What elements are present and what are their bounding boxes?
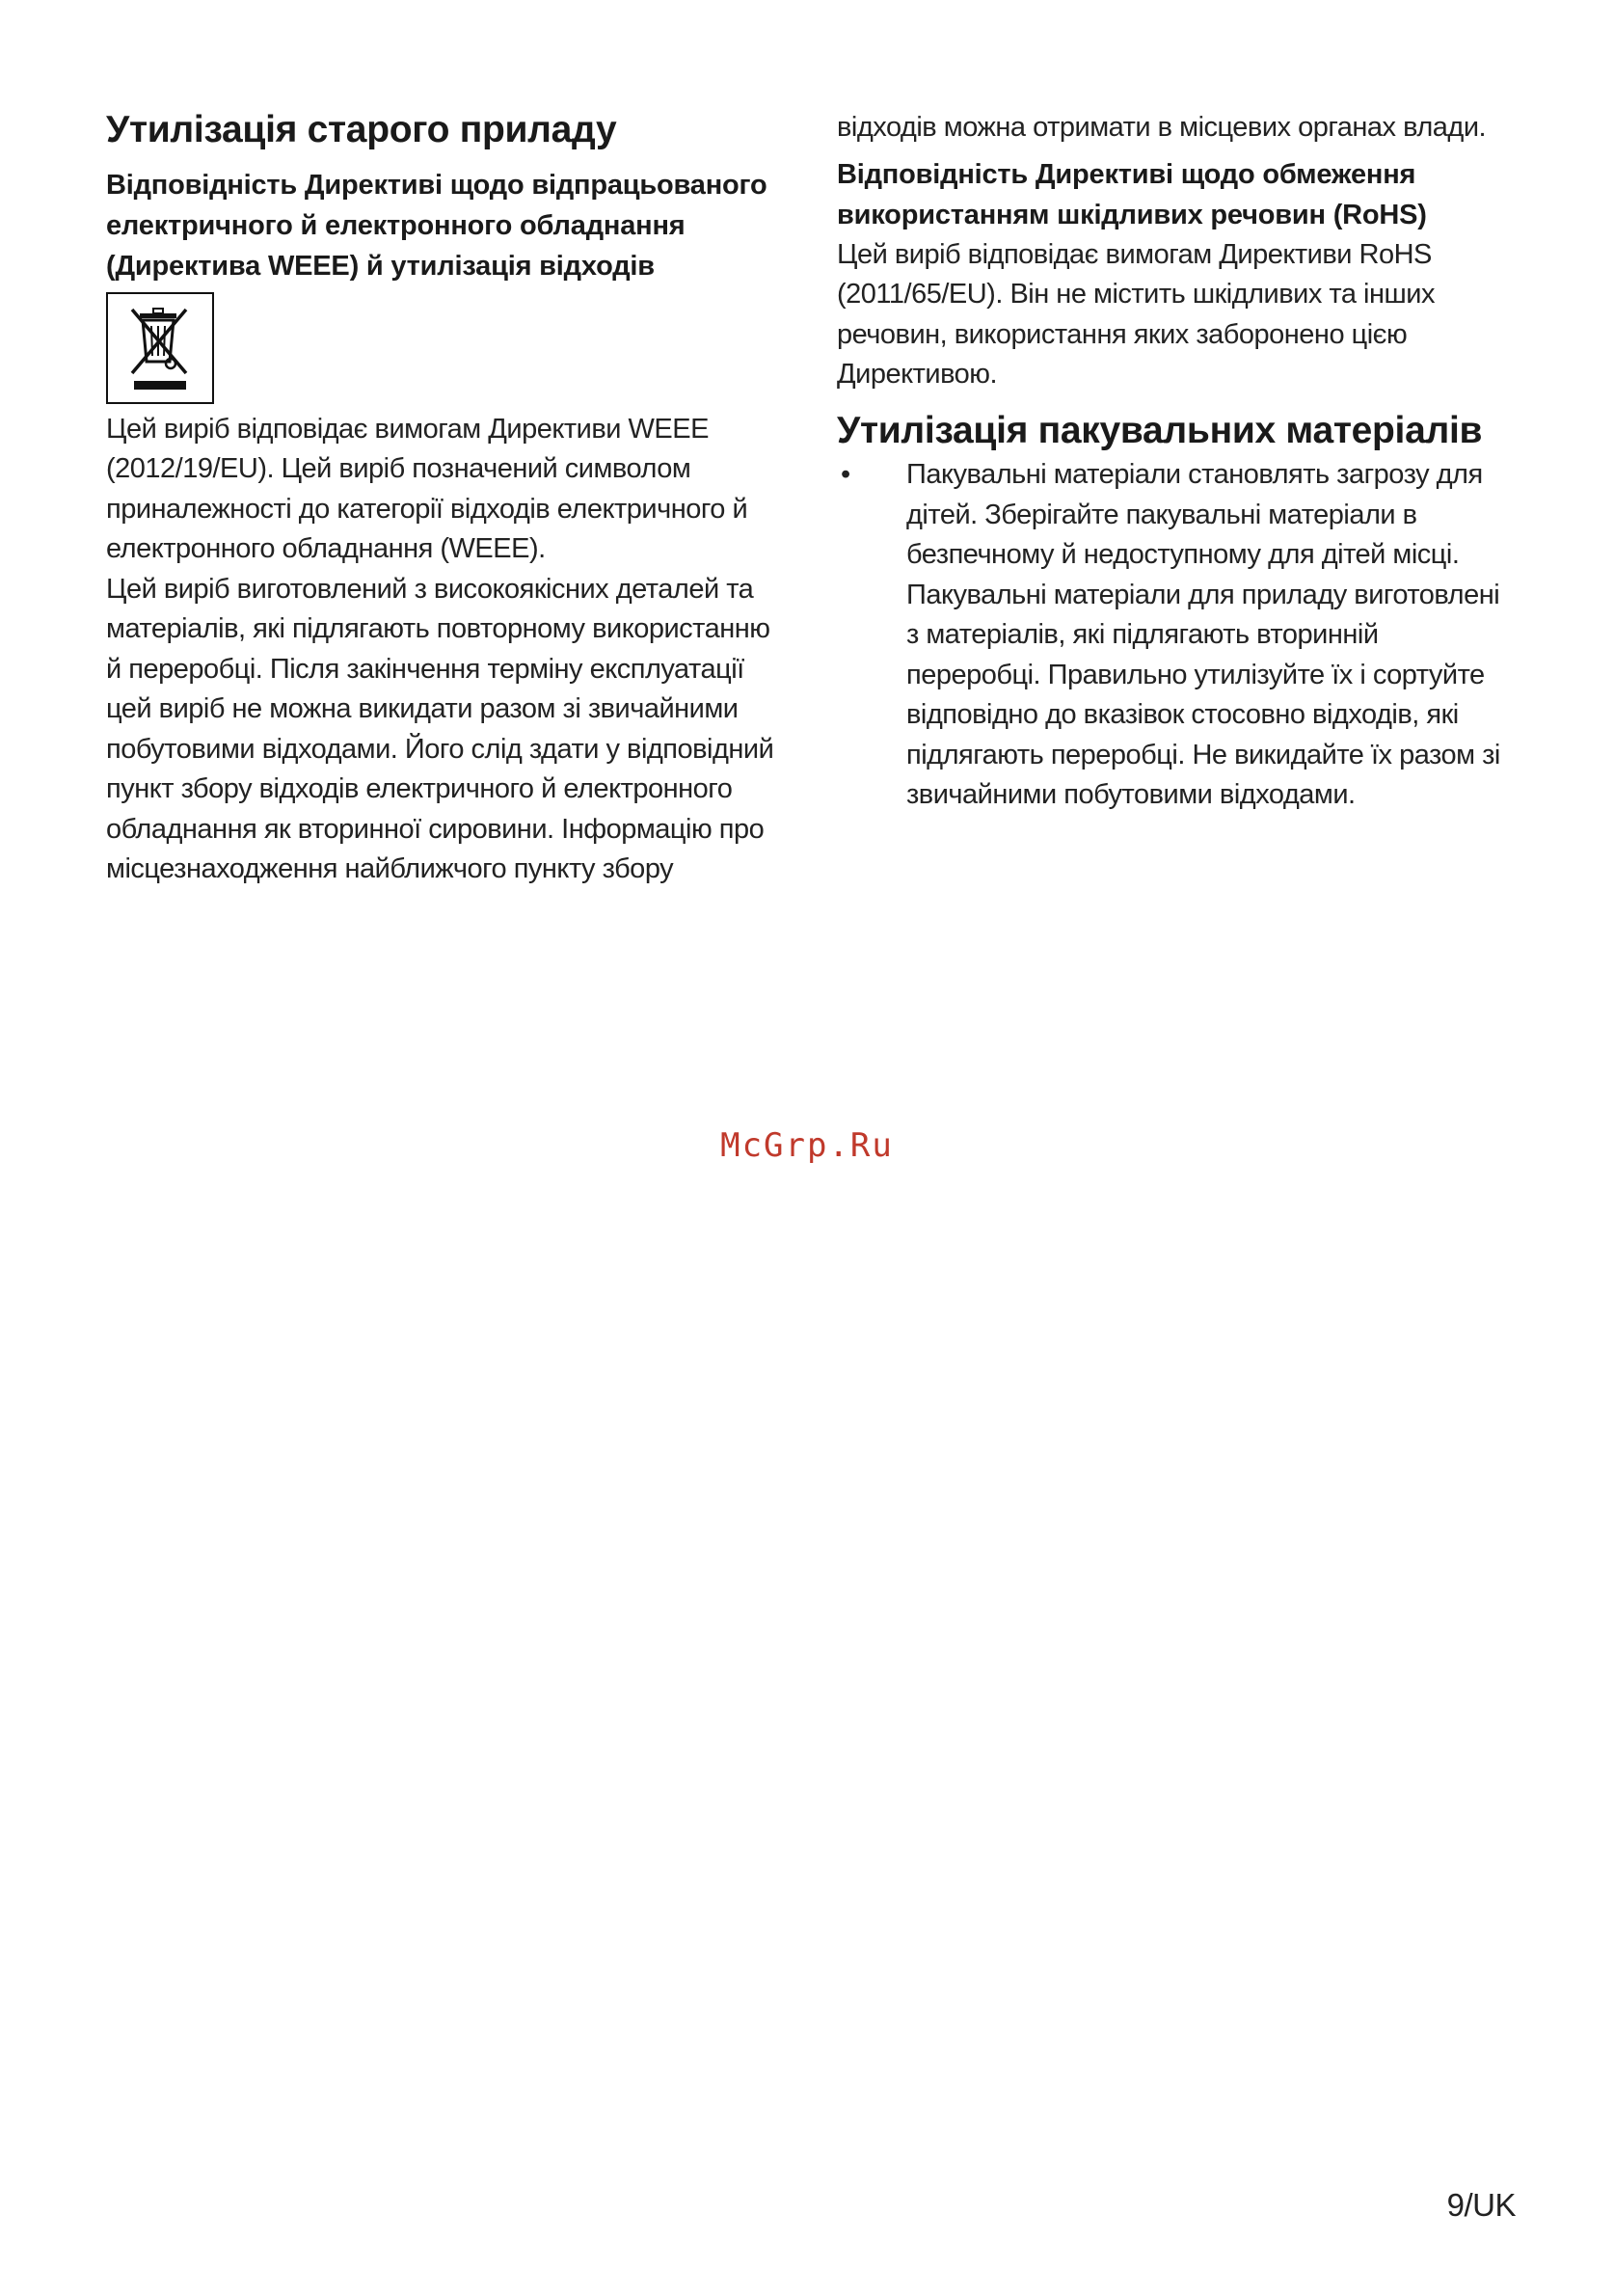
- list-item: [837, 455, 1512, 816]
- continued-paragraph: відходів можна отримати в місцевих органах влади.: [837, 112, 1487, 143]
- page-number: 9/UK: [1446, 2187, 1516, 2223]
- crossed-out-wheelie-bin-icon: [117, 302, 203, 394]
- watermark: McGrp.Ru: [720, 1126, 894, 1165]
- weee-symbol: [106, 292, 214, 404]
- right-column: [837, 108, 1512, 816]
- section-title-disposal: Утилізація старого приладу: [106, 109, 617, 150]
- weee-heading: Відповідність Директиві щодо відпрацьованого електричного й електронного обладнання (Директива WEEE) й утилізація відходів: [106, 169, 767, 282]
- section-title-packaging: Утилізація пакувальних матеріалів: [837, 409, 1483, 451]
- rohs-paragraph: Цей виріб відповідає вимогам Директиви RoHS (2011/65/EU). Він не містить шкідливих та інших речовин, використання яких заборонено цією Директивою.: [837, 238, 1435, 390]
- weee-paragraph-1: Цей виріб відповідає вимогам Директиви WEEE (2012/19/EU). Цей виріб позначений символом приналежності до категорії відходів електричного й електронного обладнання (WEEE).: [106, 413, 748, 565]
- left-column: [106, 104, 781, 890]
- packaging-bullet-text: Пакувальні матеріали становлять загрозу для дітей. Зберігайте пакувальні матеріали в безпечному й недоступному для дітей місці. Пакувальні матеріали для приладу виготовлені з матеріалів, які підлягають вторинній переробці. Правильно утилізуйте їх і сортуйте відповідно до вказівок стосовно відходів, які підлягають переробці. Не викидайте їх разом зі звичайними побутовими відходами.: [906, 459, 1500, 811]
- rohs-heading: Відповідність Директиві щодо обмеження використанням шкідливих речовин (RoHS): [837, 158, 1427, 230]
- packaging-list: [837, 455, 1512, 816]
- weee-paragraph-2: Цей виріб виготовлений з високоякісних деталей та матеріалів, які підлягають повторному використанню й переробці. Після закінчення терміну експлуатації цей виріб не можна викидати разом зі звичайними побутовими відходами. Його слід здати у відповідний пункт збору відходів електричного й електронного обладнання як вторинної сировини. Інформацію про місцезнаходження найближчого пункту збору: [106, 573, 774, 885]
- bullet-icon: •: [841, 459, 850, 491]
